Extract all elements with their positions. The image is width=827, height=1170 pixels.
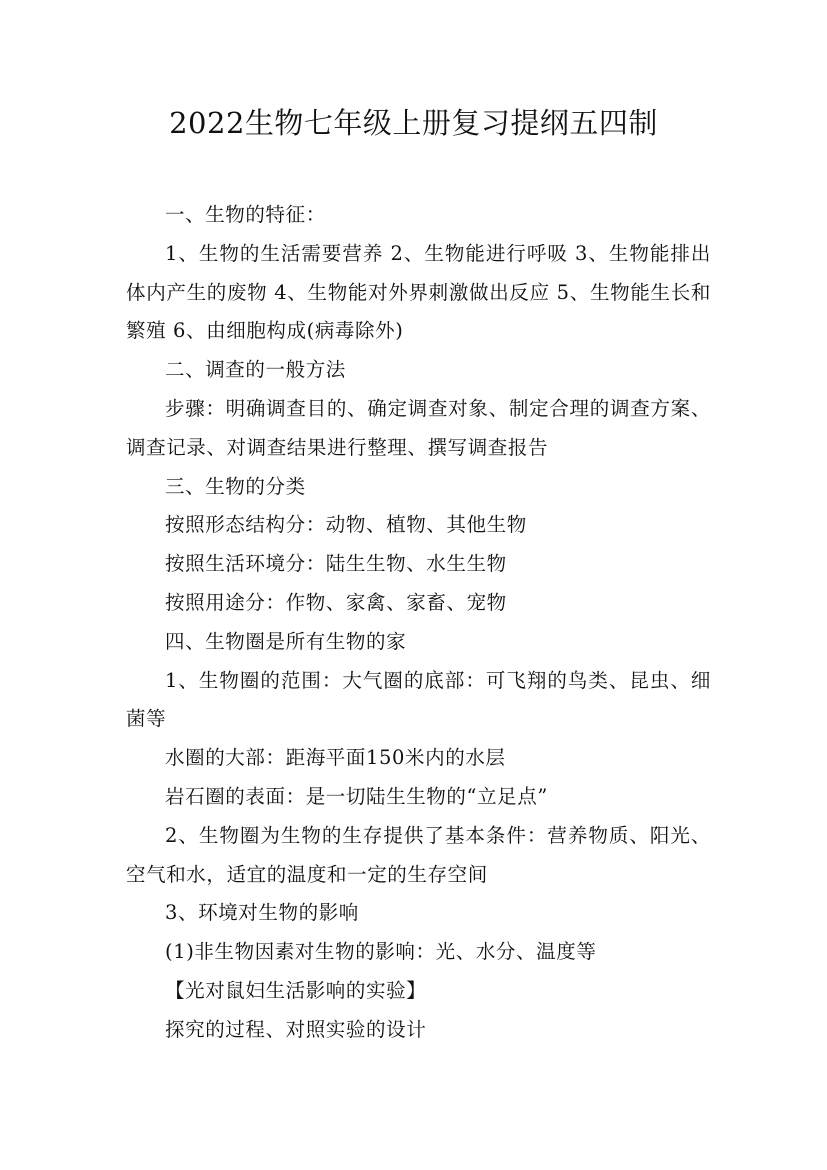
abiotic-factors: (1)非生物因素对生物的影响：光、水分、温度等	[165, 940, 597, 964]
heading-biosphere: 四、生物圈是所有生物的家	[165, 629, 407, 653]
document-title: 2022生物七年级上册复习提纲五四制	[169, 106, 658, 140]
document-body	[126, 196, 711, 1050]
heading-environment-effects: 3、环境对生物的影响	[165, 901, 359, 925]
biosphere-conditions: 2、生物圈为生物的生存提供了基本条件：营养物质、阳光、空气和水，适宜的温度和一定的生存空间	[126, 823, 711, 886]
experiment-design: 探究的过程、对照实验的设计	[165, 1017, 427, 1041]
classification-by-structure: 按照形态结构分：动物、植物、其他生物	[165, 513, 527, 537]
lithosphere-surface: 岩石圈的表面：是一切陆生生物的“立足点”	[165, 784, 548, 808]
hydrosphere-part: 水圈的大部：距海平面150米内的水层	[165, 746, 506, 770]
characteristics-list: 1、生物的生活需要营养 2、生物能进行呼吸 3、生物能排出体内产生的废物 4、生物能对外界刺激做出反应 5、生物能生长和繁殖 6、由细胞构成(病毒除外)	[126, 241, 711, 343]
experiment-heading: 【光对鼠妇生活影响的实验】	[165, 978, 427, 1002]
classification-by-use: 按照用途分：作物、家禽、家畜、宠物	[165, 590, 507, 614]
survey-steps: 步骤：明确调查目的、确定调查对象、制定合理的调查方案、调查记录、对调查结果进行整理、撰写调查报告	[126, 396, 711, 459]
heading-classification: 三、生物的分类	[165, 474, 306, 498]
biosphere-range: 1、生物圈的范围：大气圈的底部：可飞翔的鸟类、昆虫、细菌等	[126, 668, 711, 731]
classification-by-environment: 按照生活环境分：陆生生物、水生生物	[165, 552, 507, 576]
heading-survey-method: 二、调查的一般方法	[165, 358, 346, 382]
heading-characteristics: 一、生物的特征：	[165, 203, 326, 226]
